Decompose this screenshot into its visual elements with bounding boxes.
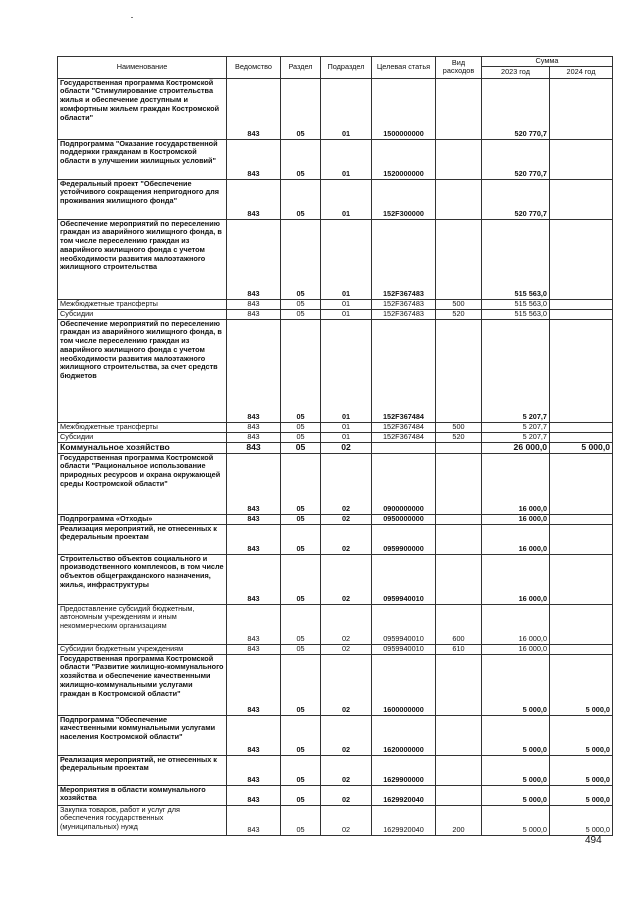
row-subsection: 02 bbox=[321, 654, 372, 715]
row-section: 05 bbox=[281, 715, 321, 755]
row-subsection: 02 bbox=[321, 805, 372, 835]
row-amount-2023: 16 000,0 bbox=[482, 604, 550, 644]
row-exptype bbox=[436, 219, 482, 299]
row-name: Государственная программа Костромской области "Развитие жилищно-коммунального хозяйства и обеспечение качественными жилищно-коммунальными услугами граждан в Костромской области" bbox=[58, 654, 227, 715]
row-amount-2023: 5 207,7 bbox=[482, 432, 550, 442]
row-subsection: 01 bbox=[321, 432, 372, 442]
table-row bbox=[58, 604, 613, 644]
row-target: 0959940010 bbox=[372, 644, 436, 654]
row-amount-2023: 515 563,0 bbox=[482, 299, 550, 309]
row-exptype bbox=[436, 715, 482, 755]
row-amount-2023: 5 207,7 bbox=[482, 319, 550, 422]
row-amount-2023: 5 000,0 bbox=[482, 755, 550, 785]
row-target: 1629920040 bbox=[372, 805, 436, 835]
row-target: 1620000000 bbox=[372, 715, 436, 755]
row-target: 0959940010 bbox=[372, 554, 436, 604]
row-subsection: 01 bbox=[321, 219, 372, 299]
row-dept: 843 bbox=[227, 554, 281, 604]
row-subsection: 01 bbox=[321, 422, 372, 432]
row-exptype bbox=[436, 524, 482, 554]
col-header-exptype: Вид расходов bbox=[436, 57, 482, 79]
row-name: Субсидии bbox=[58, 432, 227, 442]
row-name: Коммунальное хозяйство bbox=[58, 442, 227, 453]
row-name: Подпрограмма "Оказание государственной поддержки гражданам в Костромской области в улучшении жилищных условий" bbox=[58, 139, 227, 179]
row-target: 1500000000 bbox=[372, 78, 436, 139]
row-name: Реализация мероприятий, не отнесенных к федеральным проектам bbox=[58, 524, 227, 554]
col-header-dept: Ведомство bbox=[227, 57, 281, 79]
row-dept: 843 bbox=[227, 309, 281, 319]
row-subsection: 02 bbox=[321, 755, 372, 785]
col-header-section: Раздел bbox=[281, 57, 321, 79]
row-subsection: 02 bbox=[321, 644, 372, 654]
row-name: Государственная программа Костромской области "Рациональное использование природных ресурсов и охрана окружающей среды Костромской области" bbox=[58, 453, 227, 514]
table-row bbox=[58, 524, 613, 554]
row-target: 1629900000 bbox=[372, 755, 436, 785]
row-subsection: 01 bbox=[321, 319, 372, 422]
row-name: Обеспечение мероприятий по переселению граждан из аварийного жилищного фонда, в том числе переселению граждан из аварийного жилищного фонда с учетом необходимости развития малоэтажного жилищного строительства bbox=[58, 219, 227, 299]
row-section: 05 bbox=[281, 453, 321, 514]
row-dept: 843 bbox=[227, 78, 281, 139]
row-target: 0959900000 bbox=[372, 524, 436, 554]
col-header-2024: 2024 год bbox=[550, 66, 613, 78]
table-row bbox=[58, 644, 613, 654]
row-amount-2024 bbox=[550, 319, 613, 422]
row-name: Федеральный проект "Обеспечение устойчивого сокращения непригодного для проживания жилищного фонда" bbox=[58, 179, 227, 219]
row-amount-2023: 5 207,7 bbox=[482, 422, 550, 432]
row-exptype bbox=[436, 755, 482, 785]
row-target: 1520000000 bbox=[372, 139, 436, 179]
row-section: 05 bbox=[281, 422, 321, 432]
row-subsection: 02 bbox=[321, 524, 372, 554]
table-row bbox=[58, 453, 613, 514]
row-amount-2024 bbox=[550, 219, 613, 299]
row-name: Предоставление субсидий бюджетным, автономным учреждениям и иным некоммерческим организациям bbox=[58, 604, 227, 644]
row-dept: 843 bbox=[227, 785, 281, 805]
row-exptype bbox=[436, 139, 482, 179]
row-dept: 843 bbox=[227, 319, 281, 422]
row-exptype bbox=[436, 319, 482, 422]
row-name: Государственная программа Костромской области "Стимулирование строительства жилья и обеспечение доступным и комфортным жильем граждан Костромской области" bbox=[58, 78, 227, 139]
table-row bbox=[58, 422, 613, 432]
row-dept: 843 bbox=[227, 514, 281, 524]
row-amount-2024 bbox=[550, 309, 613, 319]
row-exptype bbox=[436, 785, 482, 805]
row-dept: 843 bbox=[227, 442, 281, 453]
row-section: 05 bbox=[281, 319, 321, 422]
row-dept: 843 bbox=[227, 139, 281, 179]
row-exptype bbox=[436, 179, 482, 219]
row-dept: 843 bbox=[227, 805, 281, 835]
row-target: 0950000000 bbox=[372, 514, 436, 524]
table-row bbox=[58, 299, 613, 309]
row-amount-2023: 16 000,0 bbox=[482, 514, 550, 524]
row-subsection: 02 bbox=[321, 442, 372, 453]
row-name: Закупка товаров, работ и услуг для обеспечения государственных (муниципальных) нужд bbox=[58, 805, 227, 835]
row-amount-2023: 16 000,0 bbox=[482, 524, 550, 554]
row-section: 05 bbox=[281, 644, 321, 654]
row-amount-2023: 5 000,0 bbox=[482, 715, 550, 755]
row-section: 05 bbox=[281, 524, 321, 554]
row-dept: 843 bbox=[227, 299, 281, 309]
row-dept: 843 bbox=[227, 654, 281, 715]
row-exptype: 610 bbox=[436, 644, 482, 654]
row-section: 05 bbox=[281, 432, 321, 442]
row-amount-2024 bbox=[550, 524, 613, 554]
row-dept: 843 bbox=[227, 179, 281, 219]
row-amount-2024 bbox=[550, 432, 613, 442]
row-amount-2023: 515 563,0 bbox=[482, 219, 550, 299]
row-exptype bbox=[436, 442, 482, 453]
row-dept: 843 bbox=[227, 432, 281, 442]
table-row bbox=[58, 755, 613, 785]
row-subsection: 02 bbox=[321, 604, 372, 644]
row-section: 05 bbox=[281, 654, 321, 715]
row-target: 1629920040 bbox=[372, 785, 436, 805]
row-amount-2024: 5 000,0 bbox=[550, 715, 613, 755]
row-target: 152F367483 bbox=[372, 219, 436, 299]
table-row bbox=[58, 139, 613, 179]
table-row bbox=[58, 219, 613, 299]
row-amount-2024: 5 000,0 bbox=[550, 785, 613, 805]
row-name: Подпрограмма "Обеспечение качественными коммунальными услугами населения Костромской области" bbox=[58, 715, 227, 755]
row-amount-2024 bbox=[550, 78, 613, 139]
row-subsection: 01 bbox=[321, 179, 372, 219]
row-subsection: 01 bbox=[321, 139, 372, 179]
row-subsection: 02 bbox=[321, 453, 372, 514]
row-name: Субсидии бюджетным учреждениям bbox=[58, 644, 227, 654]
scan-mark bbox=[131, 17, 133, 18]
row-amount-2024: 5 000,0 bbox=[550, 755, 613, 785]
row-name: Обеспечение мероприятий по переселению граждан из аварийного жилищного фонда, в том числе переселению граждан из аварийного жилищного фонда с учетом необходимости развития малоэтажного жилищного строительства, за счет средств бюджетов bbox=[58, 319, 227, 422]
row-section: 05 bbox=[281, 179, 321, 219]
table-row bbox=[58, 309, 613, 319]
row-section: 05 bbox=[281, 219, 321, 299]
row-target: 0959940010 bbox=[372, 604, 436, 644]
row-target: 152F367483 bbox=[372, 299, 436, 309]
row-exptype: 520 bbox=[436, 432, 482, 442]
row-section: 05 bbox=[281, 139, 321, 179]
row-dept: 843 bbox=[227, 715, 281, 755]
row-subsection: 02 bbox=[321, 715, 372, 755]
row-name: Межбюджетные трансферты bbox=[58, 422, 227, 432]
row-name: Подпрограмма «Отходы» bbox=[58, 514, 227, 524]
row-name: Межбюджетные трансферты bbox=[58, 299, 227, 309]
row-target: 152F367484 bbox=[372, 432, 436, 442]
row-amount-2023: 16 000,0 bbox=[482, 554, 550, 604]
table-row bbox=[58, 554, 613, 604]
row-target: 152F367484 bbox=[372, 319, 436, 422]
row-section: 05 bbox=[281, 442, 321, 453]
row-amount-2023: 520 770,7 bbox=[482, 78, 550, 139]
col-header-target: Целевая статья bbox=[372, 57, 436, 79]
row-dept: 843 bbox=[227, 604, 281, 644]
row-section: 05 bbox=[281, 785, 321, 805]
col-header-name: Наименование bbox=[58, 57, 227, 79]
row-exptype: 520 bbox=[436, 309, 482, 319]
row-subsection: 01 bbox=[321, 309, 372, 319]
row-exptype bbox=[436, 514, 482, 524]
col-header-sum: Сумма bbox=[482, 57, 613, 67]
row-section: 05 bbox=[281, 604, 321, 644]
row-amount-2024 bbox=[550, 604, 613, 644]
row-amount-2024: 5 000,0 bbox=[550, 442, 613, 453]
row-exptype bbox=[436, 78, 482, 139]
row-section: 05 bbox=[281, 755, 321, 785]
row-exptype: 500 bbox=[436, 422, 482, 432]
budget-table-body bbox=[58, 78, 613, 835]
row-dept: 843 bbox=[227, 755, 281, 785]
row-name: Строительство объектов социального и производственного комплексов, в том числе объектов общегражданского назначения, жилья, инфраструктуры bbox=[58, 554, 227, 604]
row-exptype bbox=[436, 453, 482, 514]
row-target: 152F300000 bbox=[372, 179, 436, 219]
row-amount-2024 bbox=[550, 554, 613, 604]
row-amount-2024: 5 000,0 bbox=[550, 805, 613, 835]
row-subsection: 02 bbox=[321, 514, 372, 524]
row-amount-2024 bbox=[550, 179, 613, 219]
row-amount-2023: 520 770,7 bbox=[482, 179, 550, 219]
page-number: 494 bbox=[585, 835, 602, 846]
row-subsection: 01 bbox=[321, 78, 372, 139]
row-name: Субсидии bbox=[58, 309, 227, 319]
row-amount-2023: 26 000,0 bbox=[482, 442, 550, 453]
row-target: 152F367484 bbox=[372, 422, 436, 432]
row-amount-2024 bbox=[550, 139, 613, 179]
table-row bbox=[58, 805, 613, 835]
row-exptype bbox=[436, 654, 482, 715]
row-section: 05 bbox=[281, 805, 321, 835]
row-amount-2023: 16 000,0 bbox=[482, 644, 550, 654]
row-exptype: 600 bbox=[436, 604, 482, 644]
row-target bbox=[372, 442, 436, 453]
budget-table bbox=[57, 56, 613, 836]
row-dept: 843 bbox=[227, 422, 281, 432]
table-row bbox=[58, 654, 613, 715]
row-target: 152F367483 bbox=[372, 309, 436, 319]
row-amount-2024: 5 000,0 bbox=[550, 654, 613, 715]
table-row bbox=[58, 432, 613, 442]
row-name: Мероприятия в области коммунального хозяйства bbox=[58, 785, 227, 805]
row-section: 05 bbox=[281, 554, 321, 604]
row-dept: 843 bbox=[227, 453, 281, 514]
row-dept: 843 bbox=[227, 219, 281, 299]
row-amount-2023: 520 770,7 bbox=[482, 139, 550, 179]
table-row bbox=[58, 442, 613, 453]
row-amount-2024 bbox=[550, 422, 613, 432]
row-amount-2023: 5 000,0 bbox=[482, 654, 550, 715]
table-row bbox=[58, 785, 613, 805]
row-amount-2024 bbox=[550, 514, 613, 524]
table-row bbox=[58, 179, 613, 219]
table-row bbox=[58, 514, 613, 524]
row-amount-2023: 5 000,0 bbox=[482, 805, 550, 835]
row-amount-2024 bbox=[550, 453, 613, 514]
row-amount-2024 bbox=[550, 644, 613, 654]
row-dept: 843 bbox=[227, 524, 281, 554]
row-target: 0900000000 bbox=[372, 453, 436, 514]
row-section: 05 bbox=[281, 78, 321, 139]
row-name: Реализация мероприятий, не отнесенных к федеральным проектам bbox=[58, 755, 227, 785]
col-header-subsection: Подраздел bbox=[321, 57, 372, 79]
row-subsection: 02 bbox=[321, 554, 372, 604]
row-section: 05 bbox=[281, 299, 321, 309]
row-dept: 843 bbox=[227, 644, 281, 654]
row-amount-2023: 515 563,0 bbox=[482, 309, 550, 319]
table-row bbox=[58, 715, 613, 755]
col-header-2023: 2023 год bbox=[482, 66, 550, 78]
row-subsection: 01 bbox=[321, 299, 372, 309]
row-amount-2023: 16 000,0 bbox=[482, 453, 550, 514]
row-section: 05 bbox=[281, 514, 321, 524]
row-exptype bbox=[436, 554, 482, 604]
row-exptype: 500 bbox=[436, 299, 482, 309]
budget-table-container bbox=[57, 56, 612, 836]
row-subsection: 02 bbox=[321, 785, 372, 805]
row-target: 1600000000 bbox=[372, 654, 436, 715]
row-exptype: 200 bbox=[436, 805, 482, 835]
row-section: 05 bbox=[281, 309, 321, 319]
table-row bbox=[58, 78, 613, 139]
row-amount-2023: 5 000,0 bbox=[482, 785, 550, 805]
table-row bbox=[58, 319, 613, 422]
row-amount-2024 bbox=[550, 299, 613, 309]
